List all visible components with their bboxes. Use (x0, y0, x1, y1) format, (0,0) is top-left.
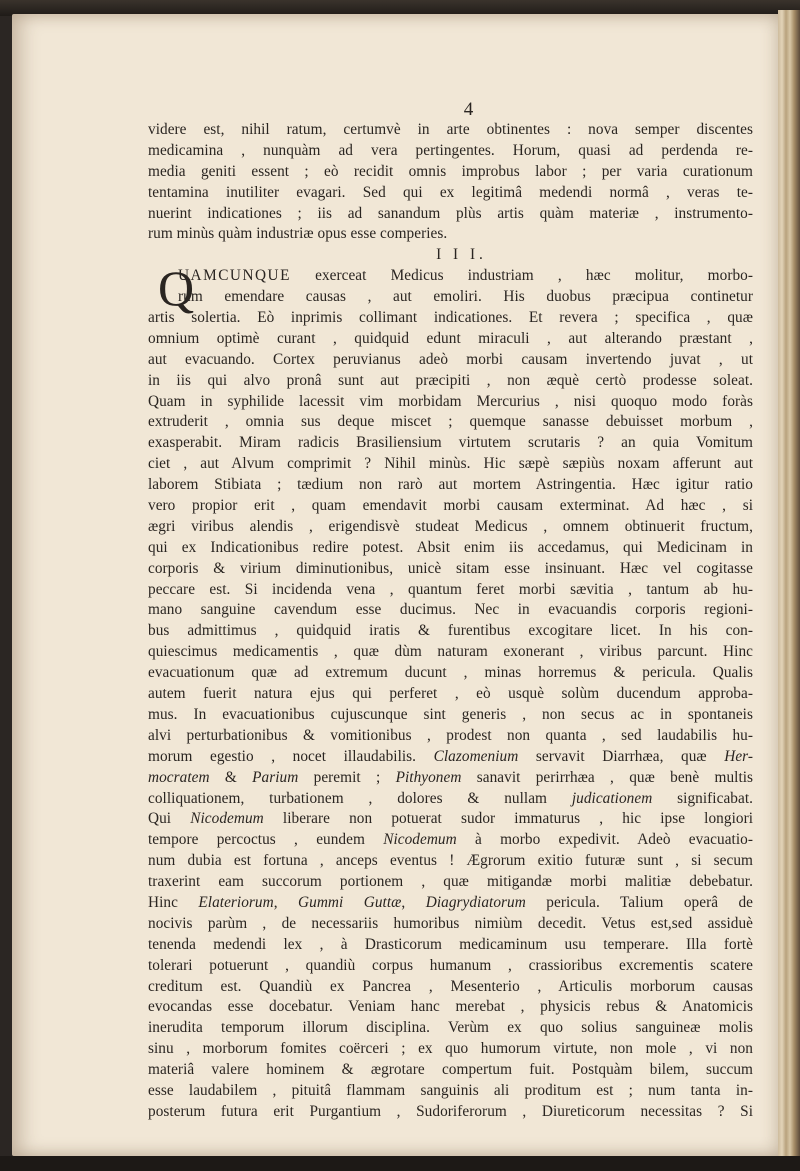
italic-name: Parium (252, 768, 299, 786)
text-line: tentamina inutiliter evagari. Sed qui ex legitimâ medendi normâ , veras te- (148, 183, 753, 201)
text-line: mano sanguine cavendum esse ducimus. Nec in evacuandis corporis regioni- (148, 601, 753, 619)
text-line: Hinc Elateriorum, Gummi Guttæ, Diagrydiatorum pericula. Talium operâ de (148, 893, 754, 911)
text-line: exasperabit. Miram radicis Brasiliensium virtutem scrutaris ? an quia Vomitum (148, 434, 753, 452)
italic-name: Gummi Guttæ (298, 893, 402, 911)
text-line: posterum futura erit Purgantium , Sudoriferorum , Diureticorum necessitas ? Si (148, 1102, 753, 1120)
text-line: quiescimus medicamentis , quæ dùm naturam exonerant , viribus parcunt. Hinc (148, 643, 753, 661)
section-paragraph (148, 260, 754, 1123)
text-line: tempore percoctus , eundem Nicodemum à morbo expedivit. Adeò evacuatio- (148, 831, 753, 849)
text-line: autem fuerit natura ejus qui perferet , eò usquè solùm ducendum approba- (148, 685, 753, 703)
text-line: evocandas esse docebatur. Veniam hanc merebat , physicis rebus & Anatomicis (148, 998, 753, 1016)
text-line: Qui Nicodemum liberare non potuerat sudor immaturus , hic ipse longiori (148, 810, 754, 828)
italic-name: Nicodemum (190, 810, 264, 828)
text-line: laborem Stibiata ; tædium non rarò aut mortem Astringentia. Hæc igitur ratio (148, 476, 753, 494)
text-line: videre est, nihil ratum, certumvè in arte obtinentes : nova semper discentes (148, 121, 753, 138)
text-line: UAMCUNQUE exerceat Medicus industriam , hæc molitur, morbo- (178, 267, 754, 285)
italic-name: Nicodemum (383, 831, 457, 849)
text-line: vero propior erit , quam emendavit morbi causam exterminat. Ad hæc , si (148, 497, 753, 515)
italic-name: Elateriorum (198, 893, 274, 911)
text-line: rum minùs quàm industriæ opus esse comperies. (148, 225, 448, 243)
intro-paragraph (148, 120, 753, 245)
text-line: morum egestio , nocet illaudabilis. Clazomenium servavit Diarrhæa, quæ Her- (148, 747, 753, 765)
text-line: aut evacuando. Cortex peruvianus adeò morbi causam invertendo juvat , ut (148, 350, 753, 368)
text-line: inerudita temporum illorum disciplina. Verùm ex quo solius sanguineæ molis (148, 1019, 753, 1037)
italic-word: judicationem (571, 789, 653, 807)
text-line: corporis & virium diminutionibus, unicè sitam esse insinuant. Hæc vel cogitasse (148, 559, 753, 577)
page-text (148, 100, 753, 1123)
italic-name: mocratem (148, 768, 210, 786)
italic-name: Diagrydiatorum (425, 893, 526, 911)
text-line: nocivis parùm , de necessariis humoribus nimiùm decedit. Vetus est,sed assiduè (148, 914, 753, 932)
text-line: artis solertia. Eò inprimis collimant indicationes. Et revera ; specifica , quæ (148, 309, 753, 327)
text-line: materiâ valere hominem & ægrotare compertum fuit. Postquàm bilem, succum (148, 1061, 753, 1079)
text-line: num dubia est fortuna , anceps eventus ! Ægrorum exitio futuræ sunt , si secum (148, 852, 753, 870)
book-bottom-edge (0, 1156, 800, 1171)
text-line: traxerint eam succorum portionem , quæ mitigandæ morbi malitiæ debebatur. (148, 873, 753, 891)
text-line: mus. In evacuationibus cujuscunque sint generis , non secus ac in spontaneis (148, 705, 753, 723)
text-line: peccare est. Si incidenda vena , quantum feret morbi sævitia , tantum ab hu- (148, 580, 753, 598)
italic-name: Clazomenium (433, 747, 519, 765)
text-line: ægri viribus alendis , erigendisvè studeat Medicus , omnem obtinuerit fructum, (148, 517, 753, 535)
text-line: medicamina , nunquàm ad vera pertingentes. Horum, quasi ad perdenda re- (148, 141, 753, 159)
text-line: colliquationem, turbationem , dolores & nullam judicationem significabat. (148, 789, 753, 807)
text-line: extruderit , omnia sus deque miscet ; quemque sanasse debuisset morbum , (148, 413, 753, 431)
page-stack-edge (778, 10, 800, 1160)
italic-name: Her- (724, 747, 753, 765)
drop-cap: Q (158, 260, 195, 317)
text-line: mocratem & Parium peremit ; Pithyonem sanavit perirrhæa , quæ benè multis (148, 768, 754, 786)
section-numeral: I I I. (436, 246, 487, 264)
text-line: evacuationum quæ ad extremum ducunt , minas horremus & pericula. Qualis (148, 664, 753, 682)
text-line: tolerari potuerunt , quandiù corpus humanum , crassioribus excrementis scatere (148, 956, 753, 974)
text-line: omnium optimè curant , quidquid edunt miraculi , aut alterando præstant , (148, 329, 753, 347)
page-number: 4 (463, 99, 474, 120)
text-line: alvi perturbationibus & vomitionibus , prodest non quanta , sed laudabilis hu- (148, 726, 753, 744)
text-line: nuerint indicationes ; iis ad sanandum plùs artis quàm materiæ , instrumento- (148, 204, 753, 222)
text-line: in iis qui alvo pronâ sunt aut præcipiti , non æquè certò prodesse soleat. (148, 371, 753, 389)
text-line: Quam in syphilide lacessit vim morbidam Mercurius , nisi quoquo modo foràs (148, 392, 753, 410)
text-line: media geniti essent ; eò recidit omnis improbus labor ; per varia curationum (148, 162, 753, 180)
text-line: rum emendare causas , aut emoliri. His duobus præcipua continetur (178, 288, 753, 306)
text-line: tenenda medendi lex , à Drasticorum medicaminum usu temperare. Illa fortè (148, 935, 753, 953)
text-line: esse laudabilem , pituitâ flammam sanguinis ali proditum est ; num tanta in- (148, 1081, 753, 1099)
opening-word: UAMCUNQUE (178, 267, 291, 285)
text-line: sinu , morborum fomites coërceri ; ex quo humorum virtute, non mole , vi non (148, 1040, 753, 1058)
text-line: ciet , aut Alvum comprimit ? Nihil minùs. Hic sæpè sæpiùs noxam afferunt aut (148, 455, 753, 473)
text-line: creditum est. Quandiù ex Pancrea , Mesenterio , Articulis morborum causas (148, 977, 753, 995)
text-line: bus admittimus , quidquid iratis & furentibus excogitare licet. In his con- (148, 622, 753, 640)
text-line: qui ex Indicationibus redire potest. Absit enim iis accedamus, qui Medicinam in (148, 538, 753, 556)
italic-name: Pithyonem (395, 768, 462, 786)
